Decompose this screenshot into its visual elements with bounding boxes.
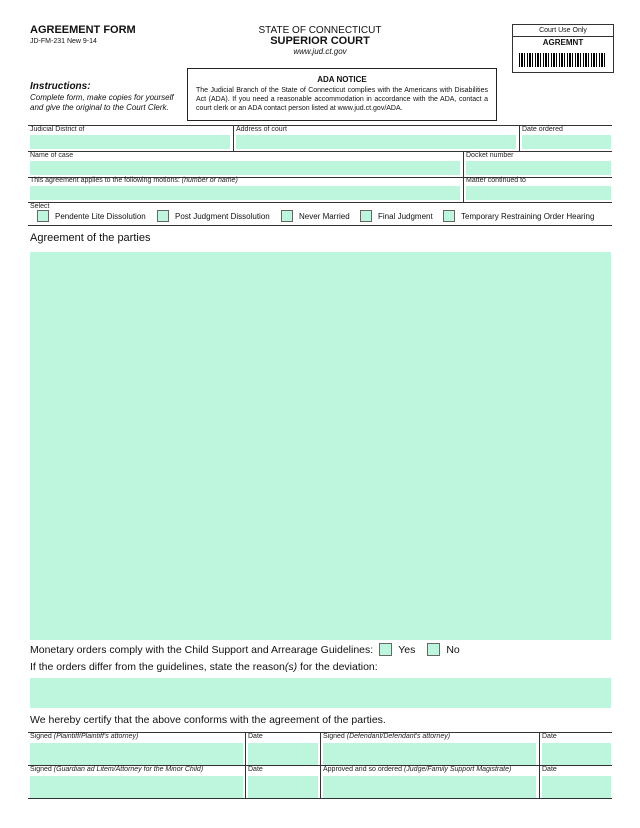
option-temporary-restraining[interactable]: Temporary Restraining Order Hearing xyxy=(443,210,594,222)
state-name: STATE OF CONNECTICUT xyxy=(258,25,382,36)
instructions-title: Instructions: xyxy=(30,81,91,92)
checkbox[interactable] xyxy=(157,210,169,222)
date-ordered-input[interactable] xyxy=(522,135,611,149)
court-use-label: Court Use Only xyxy=(513,27,613,37)
checkbox[interactable] xyxy=(443,210,455,222)
docket-number-label: Docket number xyxy=(466,152,514,159)
agreement-heading: Agreement of the parties xyxy=(30,232,151,244)
date3-input[interactable] xyxy=(248,776,318,798)
date2-input[interactable] xyxy=(542,743,611,765)
judicial-district-input[interactable] xyxy=(30,135,230,149)
select-label: Select xyxy=(30,203,50,210)
address-of-court-input[interactable] xyxy=(236,135,516,149)
signed-guardian-label: Signed (Guardian ad Litem/Attorney for the Minor Child) xyxy=(30,766,204,773)
date1-label: Date xyxy=(248,733,263,740)
deviation-input[interactable] xyxy=(30,678,611,708)
signed-guardian-input[interactable] xyxy=(30,776,243,798)
approved-input[interactable] xyxy=(323,776,536,798)
address-of-court-label: Address of court xyxy=(236,126,287,133)
website: www.jud.ct.gov xyxy=(293,47,347,56)
checkbox[interactable] xyxy=(281,210,293,222)
no-label: No xyxy=(446,643,460,656)
form-number: JD-FM-231 New 9-14 xyxy=(30,38,97,45)
yes-label: Yes xyxy=(398,643,416,656)
checkbox[interactable] xyxy=(37,210,49,222)
signed-plaintiff-input[interactable] xyxy=(30,743,243,765)
matter-continued-label: Matter continued to xyxy=(466,177,526,184)
option-post-judgment[interactable]: Post Judgment Dissolution xyxy=(157,210,270,222)
signed-defendant-input[interactable] xyxy=(323,743,536,765)
docket-number-input[interactable] xyxy=(466,161,611,175)
date3-label: Date xyxy=(248,766,263,773)
barcode xyxy=(519,53,607,67)
certify-statement: We hereby certify that the above conforms with the agreement of the parties. xyxy=(30,714,386,726)
ada-text: The Judicial Branch of the State of Connecticut complies with the Americans with Disabilities Act (ADA). If you need a reasonable accommodation in accordance with the ADA, contact a court clerk or an ADA contact person listed at www.jud.ct.gov/ADA. xyxy=(196,87,488,112)
court-name: SUPERIOR COURT xyxy=(270,35,370,47)
motions-input[interactable] xyxy=(30,186,460,200)
court-use-box xyxy=(512,24,614,73)
form-title: AGREEMENT FORM xyxy=(30,24,136,36)
signed-plaintiff-label: Signed (Plaintiff/Plaintiff's attorney) xyxy=(30,733,139,740)
instructions-text: Complete form, make copies for yourself and give the original to the Court Clerk. xyxy=(30,93,174,112)
deviation-question: If the orders differ from the guidelines, state the reason(s) for the deviation: xyxy=(30,661,378,673)
checkbox[interactable] xyxy=(360,210,372,222)
no-checkbox[interactable] xyxy=(427,643,440,656)
yes-checkbox[interactable] xyxy=(379,643,392,656)
date2-label: Date xyxy=(542,733,557,740)
matter-continued-input[interactable] xyxy=(466,186,611,200)
ada-title: ADA NOTICE xyxy=(317,75,367,84)
option-final-judgment[interactable]: Final Judgment xyxy=(360,210,433,222)
monetary-question: Monetary orders comply with the Child Support and Arrearage Guidelines: Yes No xyxy=(30,643,460,656)
name-of-case-input[interactable] xyxy=(30,161,460,175)
option-never-married[interactable]: Never Married xyxy=(281,210,350,222)
ada-notice xyxy=(187,68,497,121)
approved-label: Approved and so ordered (Judge/Family Support Magistrate) xyxy=(323,766,512,773)
option-pendente-lite[interactable]: Pendente Lite Dissolution xyxy=(37,210,146,222)
date1-input[interactable] xyxy=(248,743,318,765)
court-use-code: AGREMNT xyxy=(542,38,584,47)
name-of-case-label: Name of case xyxy=(30,152,74,159)
judicial-district-label: Judicial District of xyxy=(30,126,85,133)
date4-label: Date xyxy=(542,766,557,773)
date4-input[interactable] xyxy=(542,776,611,798)
date-ordered-label: Date ordered xyxy=(522,126,563,133)
agreement-textarea[interactable] xyxy=(30,252,611,640)
signed-defendant-label: Signed (Defendant/Defendant's attorney) xyxy=(323,733,451,740)
motions-label: This agreement applies to the following motions: (number or name) xyxy=(30,177,238,184)
